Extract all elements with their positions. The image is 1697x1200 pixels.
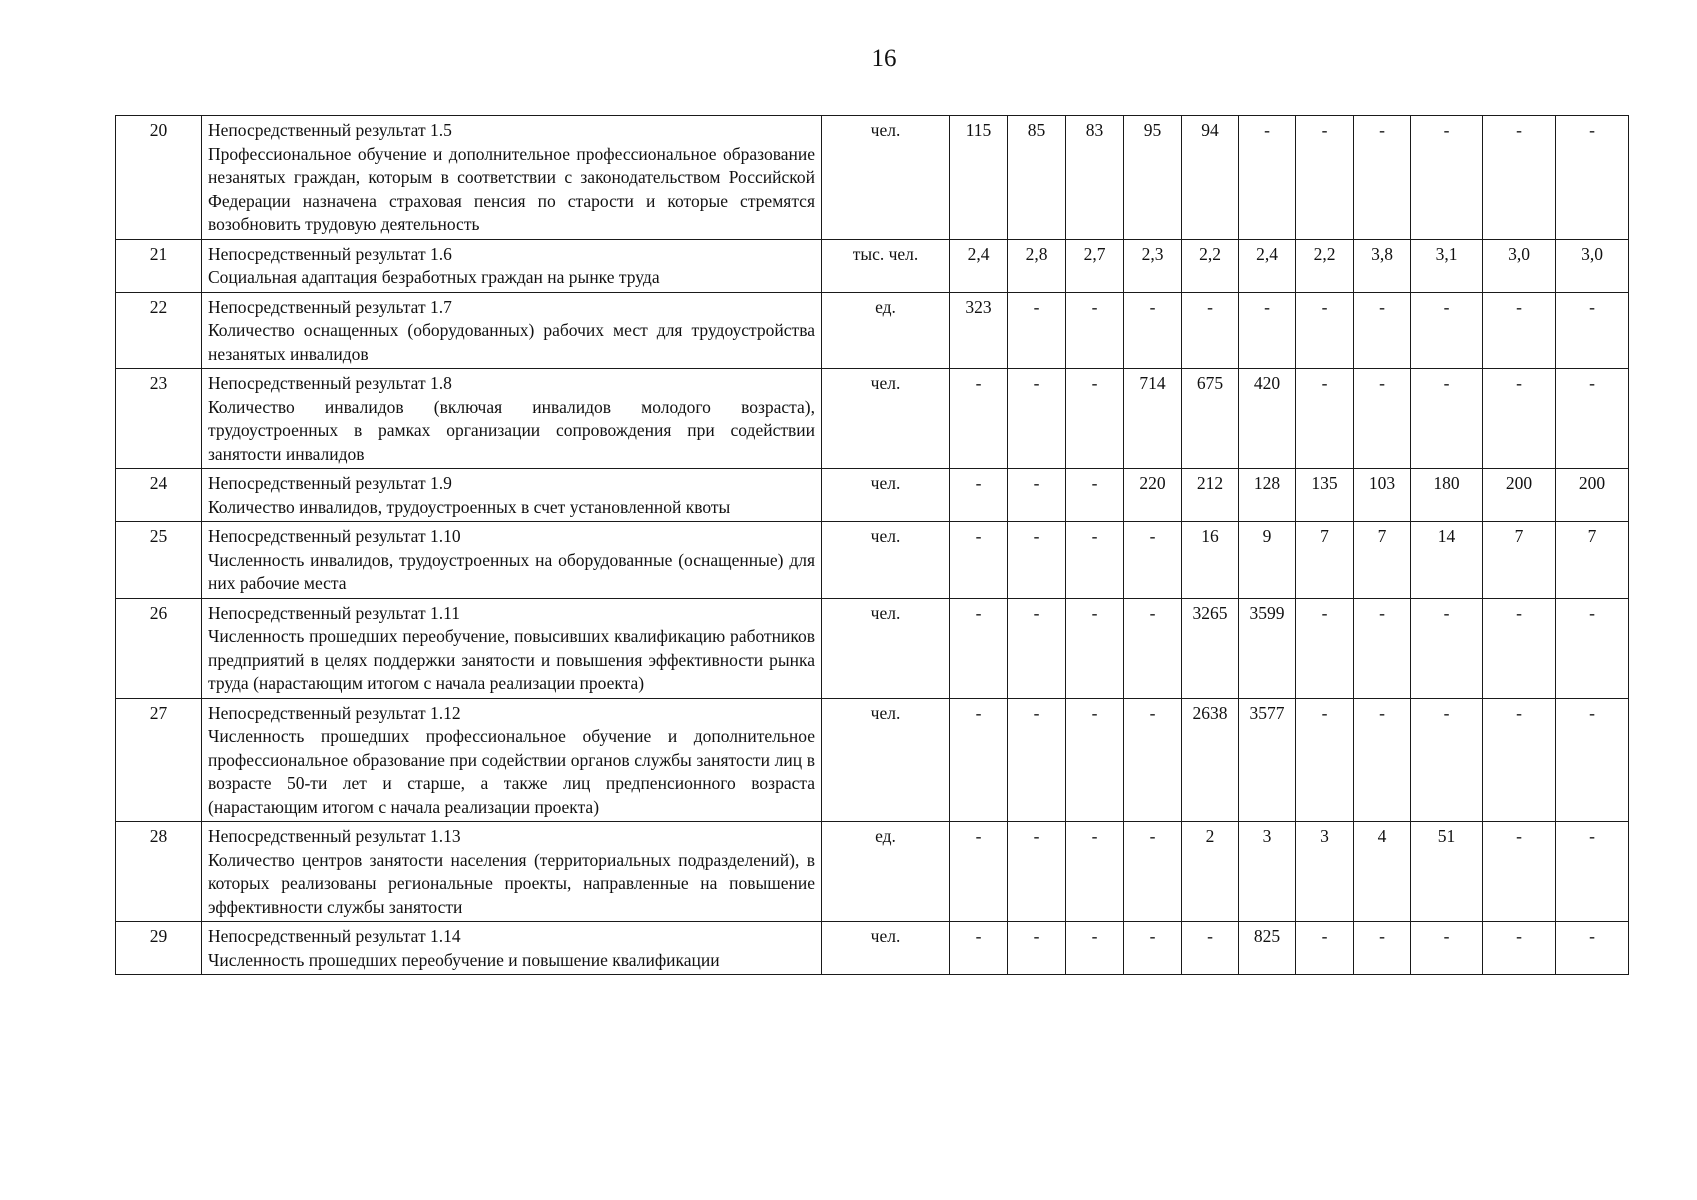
value-cell: 2638 xyxy=(1182,698,1239,822)
value-cell: 7 xyxy=(1354,522,1411,599)
row-number: 27 xyxy=(116,698,202,822)
value-cell: 2,2 xyxy=(1182,239,1239,292)
unit-cell: ед. xyxy=(822,822,950,922)
value-cell: - xyxy=(1008,522,1066,599)
table-row xyxy=(116,698,1629,822)
value-cell: 212 xyxy=(1182,469,1239,522)
value-cell: 3 xyxy=(1296,822,1354,922)
row-number: 23 xyxy=(116,369,202,469)
value-cell: 9 xyxy=(1239,522,1296,599)
value-cell: 94 xyxy=(1182,116,1239,240)
value-cell: 3,0 xyxy=(1556,239,1629,292)
value-cell: 420 xyxy=(1239,369,1296,469)
value-cell: - xyxy=(1556,116,1629,240)
value-cell: - xyxy=(1354,698,1411,822)
value-cell: 675 xyxy=(1182,369,1239,469)
unit-cell: чел. xyxy=(822,116,950,240)
value-cell: - xyxy=(1008,292,1066,369)
value-cell: 135 xyxy=(1296,469,1354,522)
result-title: Непосредственный результат 1.12 xyxy=(208,702,461,723)
result-name-cell xyxy=(202,822,822,922)
value-cell: - xyxy=(1354,598,1411,698)
value-cell: - xyxy=(1008,369,1066,469)
value-cell: - xyxy=(1296,698,1354,822)
value-cell: - xyxy=(950,922,1008,975)
value-cell: 7 xyxy=(1556,522,1629,599)
value-cell: - xyxy=(1483,598,1556,698)
value-cell: - xyxy=(950,698,1008,822)
value-cell: - xyxy=(1239,292,1296,369)
result-description: Количество инвалидов, трудоустроенных в счет установленной квоты xyxy=(208,496,731,517)
value-cell: - xyxy=(1066,292,1124,369)
value-cell: - xyxy=(1483,922,1556,975)
result-description: Численность прошедших профессиональное обучение и дополнительное профессиональное образование при содействии органов службы занятости лиц в возрасте 50-ти лет и старше, а также лиц предпенсионного возраста (нарастающим итогом с начала реализации проекта) xyxy=(208,726,815,817)
value-cell: - xyxy=(1239,116,1296,240)
value-cell: 180 xyxy=(1411,469,1483,522)
value-cell: 7 xyxy=(1296,522,1354,599)
value-cell: - xyxy=(1066,369,1124,469)
value-cell: 2 xyxy=(1182,822,1239,922)
value-cell: - xyxy=(1008,598,1066,698)
table-row xyxy=(116,239,1629,292)
table-row xyxy=(116,922,1629,975)
value-cell: - xyxy=(1556,598,1629,698)
table-row xyxy=(116,292,1629,369)
results-table xyxy=(115,115,1629,975)
value-cell: 2,3 xyxy=(1124,239,1182,292)
value-cell: 16 xyxy=(1182,522,1239,599)
row-number: 22 xyxy=(116,292,202,369)
result-description: Численность инвалидов, трудоустроенных на оборудованные (оснащенные) для них рабочие места xyxy=(208,549,815,593)
unit-cell: чел. xyxy=(822,469,950,522)
value-cell: 103 xyxy=(1354,469,1411,522)
value-cell: - xyxy=(1411,698,1483,822)
value-cell: 14 xyxy=(1411,522,1483,599)
result-name-cell xyxy=(202,522,822,599)
result-description: Количество центров занятости населения (территориальных подразделений), в которых реализованы региональные проекты, направленные на повышение эффективности службы занятости xyxy=(208,849,815,917)
result-name-cell xyxy=(202,698,822,822)
value-cell: 2,4 xyxy=(950,239,1008,292)
result-description: Количество инвалидов (включая инвалидов молодого возраста), трудоустроенных в рамках организации сопровождения при содействии занятости инвалидов xyxy=(208,396,815,464)
table-row xyxy=(116,369,1629,469)
value-cell: - xyxy=(950,822,1008,922)
result-title: Непосредственный результат 1.11 xyxy=(208,602,460,623)
value-cell: - xyxy=(1182,922,1239,975)
value-cell: - xyxy=(1556,822,1629,922)
row-number: 29 xyxy=(116,922,202,975)
value-cell: - xyxy=(1411,369,1483,469)
value-cell: - xyxy=(1556,922,1629,975)
table-row xyxy=(116,469,1629,522)
row-number: 21 xyxy=(116,239,202,292)
value-cell: - xyxy=(1066,822,1124,922)
unit-cell: чел. xyxy=(822,598,950,698)
value-cell: - xyxy=(1008,469,1066,522)
unit-cell: чел. xyxy=(822,698,950,822)
value-cell: - xyxy=(1124,822,1182,922)
value-cell: 2,4 xyxy=(1239,239,1296,292)
value-cell: - xyxy=(1483,369,1556,469)
value-cell: - xyxy=(1296,116,1354,240)
value-cell: - xyxy=(1296,369,1354,469)
value-cell: 323 xyxy=(950,292,1008,369)
value-cell: - xyxy=(1556,369,1629,469)
table-row xyxy=(116,822,1629,922)
value-cell: - xyxy=(1411,922,1483,975)
result-title: Непосредственный результат 1.14 xyxy=(208,926,461,946)
page-number: 16 xyxy=(871,45,897,72)
value-cell: - xyxy=(1008,922,1066,975)
value-cell: - xyxy=(1411,598,1483,698)
table-row xyxy=(116,116,1629,240)
value-cell: - xyxy=(1354,922,1411,975)
value-cell: - xyxy=(1354,116,1411,240)
value-cell: - xyxy=(1556,698,1629,822)
value-cell: 83 xyxy=(1066,116,1124,240)
value-cell: - xyxy=(1008,822,1066,922)
row-number: 20 xyxy=(116,116,202,240)
value-cell: - xyxy=(1066,598,1124,698)
value-cell: - xyxy=(1411,116,1483,240)
result-name-cell xyxy=(202,292,822,369)
unit-cell: тыс. чел. xyxy=(822,239,950,292)
value-cell: 3,1 xyxy=(1411,239,1483,292)
value-cell: - xyxy=(950,369,1008,469)
value-cell: - xyxy=(1008,698,1066,822)
result-name-cell xyxy=(202,598,822,698)
value-cell: 2,8 xyxy=(1008,239,1066,292)
value-cell: - xyxy=(950,469,1008,522)
value-cell: - xyxy=(1296,292,1354,369)
value-cell: 3,0 xyxy=(1483,239,1556,292)
value-cell: 85 xyxy=(1008,116,1066,240)
value-cell: - xyxy=(1066,698,1124,822)
value-cell: - xyxy=(1483,116,1556,240)
result-description: Профессиональное обучение и дополнительное профессиональное образование незанятых граждан, которым в соответствии с законодательством Российской Федерации назначена страховая пенсия по старости и которые стремятся возобновить трудовую деятельность xyxy=(208,143,815,234)
value-cell: - xyxy=(950,522,1008,599)
value-cell: 51 xyxy=(1411,822,1483,922)
row-number: 25 xyxy=(116,522,202,599)
unit-cell: чел. xyxy=(822,922,950,975)
row-number: 24 xyxy=(116,469,202,522)
value-cell: - xyxy=(1124,292,1182,369)
value-cell: 3,8 xyxy=(1354,239,1411,292)
result-title: Непосредственный результат 1.9 xyxy=(208,473,452,493)
value-cell: 7 xyxy=(1483,522,1556,599)
result-title: Непосредственный результат 1.7 xyxy=(208,296,452,317)
value-cell: 3 xyxy=(1239,822,1296,922)
row-number: 28 xyxy=(116,822,202,922)
value-cell: 714 xyxy=(1124,369,1182,469)
value-cell: 220 xyxy=(1124,469,1182,522)
value-cell: - xyxy=(950,598,1008,698)
result-title: Непосредственный результат 1.10 xyxy=(208,526,461,546)
value-cell: 825 xyxy=(1239,922,1296,975)
value-cell: 200 xyxy=(1556,469,1629,522)
result-description: Количество оснащенных (оборудованных) рабочих мест для трудоустройства незанятых инвалидов xyxy=(208,320,815,364)
value-cell: 95 xyxy=(1124,116,1182,240)
value-cell: - xyxy=(1296,598,1354,698)
value-cell: - xyxy=(1124,698,1182,822)
result-title: Непосредственный результат 1.13 xyxy=(208,826,461,846)
table-row xyxy=(116,522,1629,599)
table-row xyxy=(116,598,1629,698)
value-cell: 128 xyxy=(1239,469,1296,522)
result-name-cell xyxy=(202,469,822,522)
result-title: Непосредственный результат 1.6 xyxy=(208,243,452,264)
value-cell: - xyxy=(1124,922,1182,975)
value-cell: - xyxy=(1556,292,1629,369)
value-cell: 3599 xyxy=(1239,598,1296,698)
value-cell: - xyxy=(1124,522,1182,599)
value-cell: 200 xyxy=(1483,469,1556,522)
value-cell: - xyxy=(1066,522,1124,599)
value-cell: - xyxy=(1411,292,1483,369)
result-title: Непосредственный результат 1.8 xyxy=(208,373,452,393)
value-cell: 2,7 xyxy=(1066,239,1124,292)
value-cell: - xyxy=(1483,822,1556,922)
result-name-cell xyxy=(202,922,822,975)
value-cell: - xyxy=(1124,598,1182,698)
value-cell: 4 xyxy=(1354,822,1411,922)
result-name-cell xyxy=(202,116,822,240)
value-cell: - xyxy=(1182,292,1239,369)
value-cell: - xyxy=(1354,369,1411,469)
unit-cell: чел. xyxy=(822,369,950,469)
value-cell: - xyxy=(1066,922,1124,975)
value-cell: - xyxy=(1483,698,1556,822)
value-cell: 3265 xyxy=(1182,598,1239,698)
result-name-cell xyxy=(202,239,822,292)
value-cell: - xyxy=(1296,922,1354,975)
result-description: Численность прошедших переобучение, повысивших квалификацию работников предприятий в целях поддержки занятости и повышения эффективности рынка труда (нарастающим итогом с начала реализации проекта) xyxy=(208,626,815,693)
unit-cell: ед. xyxy=(822,292,950,369)
result-description: Численность прошедших переобучение и повышение квалификации xyxy=(208,949,720,970)
value-cell: - xyxy=(1066,469,1124,522)
result-description: Социальная адаптация безработных граждан на рынке труда xyxy=(208,267,660,287)
unit-cell: чел. xyxy=(822,522,950,599)
row-number: 26 xyxy=(116,598,202,698)
result-title: Непосредственный результат 1.5 xyxy=(208,120,452,140)
value-cell: 115 xyxy=(950,116,1008,240)
value-cell: 3577 xyxy=(1239,698,1296,822)
value-cell: - xyxy=(1354,292,1411,369)
value-cell: - xyxy=(1483,292,1556,369)
result-name-cell xyxy=(202,369,822,469)
value-cell: 2,2 xyxy=(1296,239,1354,292)
